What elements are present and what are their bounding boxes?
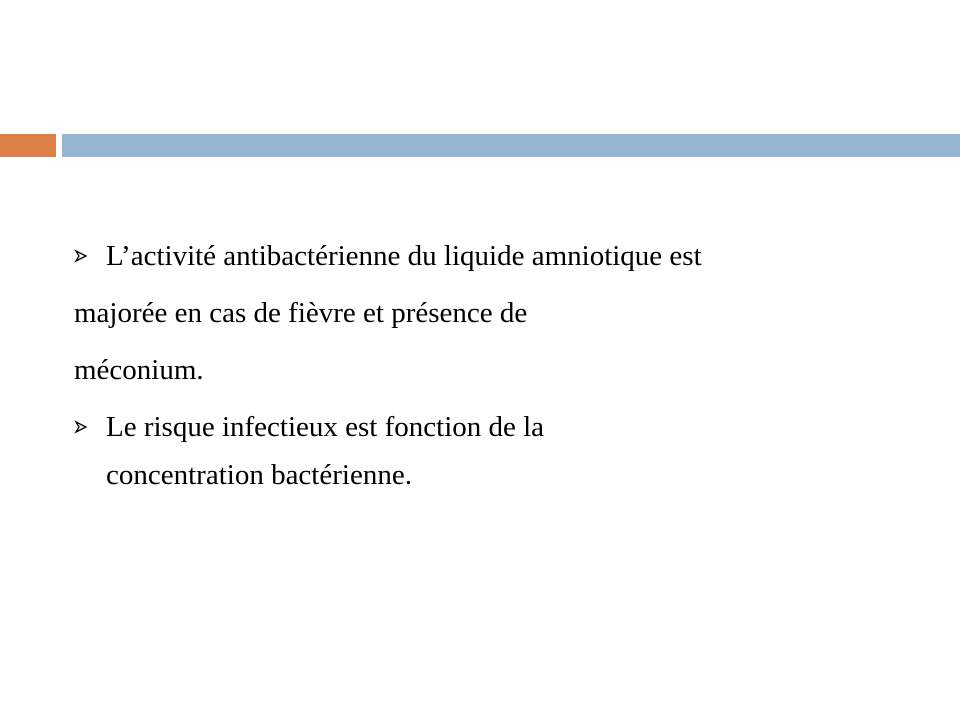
bullet-1-line-3 (74, 346, 934, 403)
bullet-2-text-line-1: Le risque infectieux est fonction de la (106, 411, 545, 443)
bullet-1-text-line-2: majorée en cas de fièvre et présence de (74, 297, 528, 329)
arrowhead-bullet-icon (74, 420, 88, 434)
header-accent-bar (0, 134, 56, 157)
bullet-1-text-line-3: méconium. (74, 354, 204, 386)
bullet-item-1 (74, 232, 934, 403)
bullet-1-line-2 (74, 289, 934, 346)
bullet-1-text-line-1: L’activité antibactérienne du liquide amniotique est (106, 240, 702, 272)
bullet-2-text-line-2: concentration bactérienne. (106, 459, 412, 491)
bullet-1-line-1 (74, 232, 934, 289)
arrowhead-bullet-icon (74, 249, 88, 263)
header-main-bar (62, 134, 960, 157)
bullet-item-2 (74, 403, 934, 499)
slide-body (74, 232, 934, 499)
